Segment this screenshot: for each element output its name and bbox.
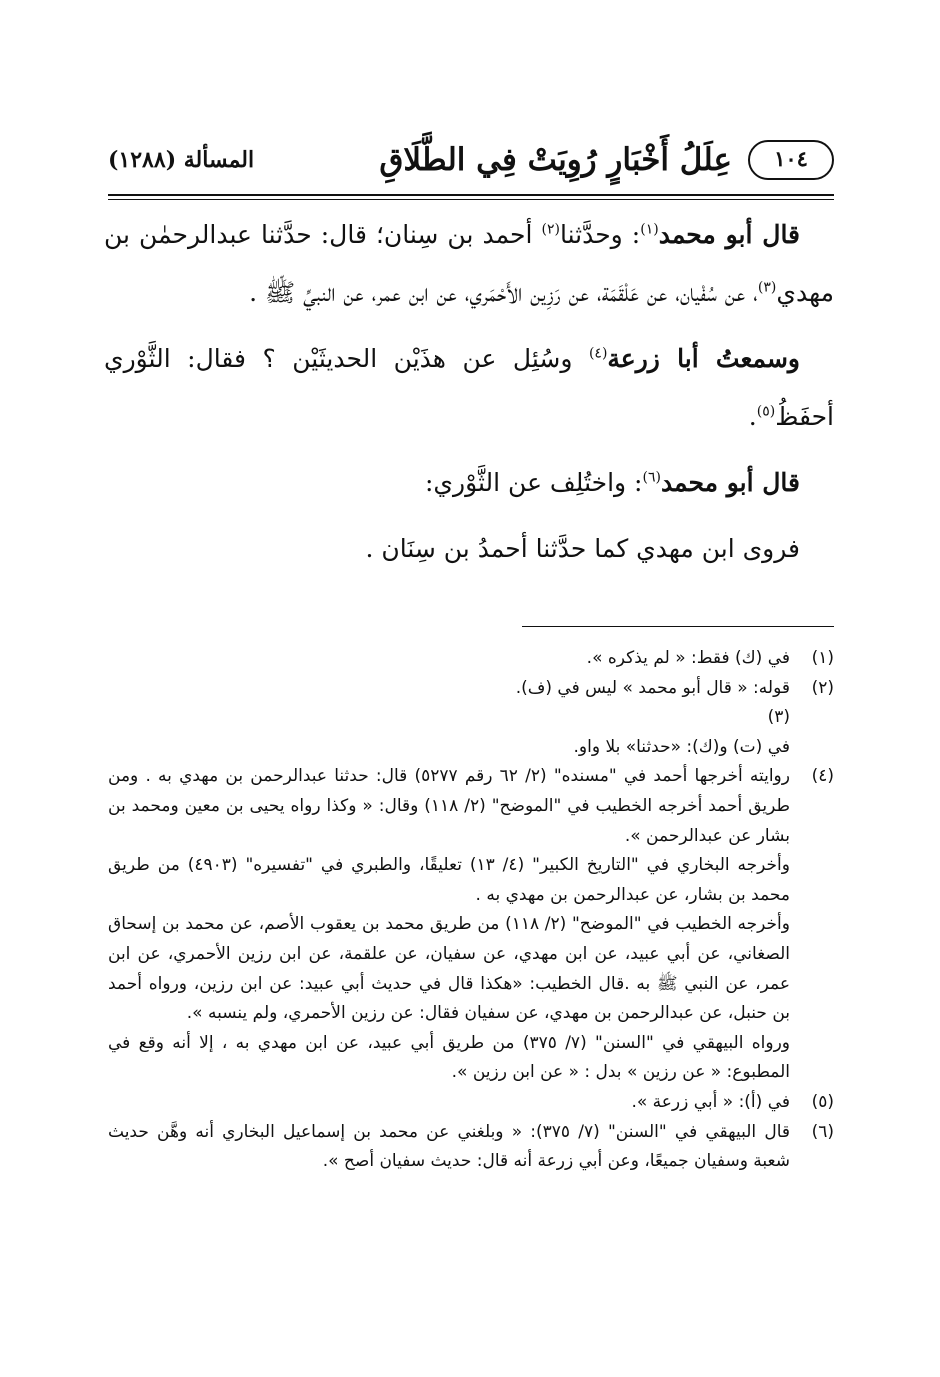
footnote-separator [522,626,834,627]
footnote-ref[interactable]: (٣) [757,279,777,296]
footnote-text: في (أ): « أبي زرعة ». [631,1091,790,1112]
footnote-text: في (ك) فقط: « لم يذكره ». [586,648,790,668]
footnote-ref[interactable]: (٥) [756,403,776,420]
text-run: وسُئِل عن هذَيْن الحديثَيْن ؟ فقال: الثَّوْري أحفَظُ [104,344,834,431]
footnote-ref[interactable]: (١) [640,221,659,238]
footnote-text [108,762,790,1088]
main-text [104,206,834,586]
footnote-number: (٤) [811,766,834,787]
text-run: ، عن سُفْيان، عن عَلْقَمَة، عن رَزِين الأَحْمَري، عن ابن عمر، عن النبيِّ ﷺ . [249,278,758,307]
text-run: : واختُلِف عن الثَّوْري: [425,468,643,497]
footnote-text: قال البيهقي في "السنن" (٧/ ٣٧٥): « وبلغني عن محمد بن إسماعيل البخاري أنه وهَّن حديث شعبة وسفيان جميعًا، وعن أبي زرعة أنه قال: حديث سفيان أصح ». [108,1121,791,1172]
book-title: عِلَلُ أَخْبَارٍ رُوِيَتْ فِي الطَّلَاقِ [379,142,732,178]
footnote-2-text: قوله: « قال أبو محمد » ليس في (ف). [515,677,790,698]
issue-label: المسألة (١٢٨٨) [108,147,255,173]
footnote-number: (٦) [811,1121,834,1142]
footnote-paragraph: وأخرجه الخطيب في "الموضح" (٢/ ١١٨) من طريق محمد بن يعقوب الأصم، عن محمد بن إسحاق الصغاني، عن أبي عبيد، عن ابن مهدي، عن سفيان، عن علقمة، عن ابن رزين الأحمري، عن ابن عمر، عن النبي ﷺ به .قال الخطيب: «هكذا قال في حديث أبي عبيد: عن ابن رزين، ورواه أحمد بن حنبل، عن عبدالرحمن بن مهدي، عن سفيان فقال: عن رزين الأحمري، ولم ينسبه ». [108,914,790,1024]
footnote-6 [108,1118,834,1177]
text-run: . [748,402,757,431]
speaker: قال أبو محمد [658,220,801,249]
footnote-paragraph: ورواه البيهقي في "السنن" (٧/ ٣٧٥) من طريق أبي عبيد، عن ابن مهدي به ، إلا أنه وقع في المطبوع: « عن رزين » بدل : « عن ابن رزين ». [108,1032,790,1083]
footnote-paragraph: وأخرجه البخاري في "التاريخ الكبير" (٤/ ١٣) تعليقًا، والطبري في "تفسيره" (٤٩٠٣) من طريق محمد بن بشار، عن عبدالرحمن بن مهدي به . [108,855,790,905]
footnotes [108,644,834,1177]
paragraph-3 [104,454,834,512]
footnote-text [108,674,790,763]
header-rule-thin [108,199,834,200]
footnote-1 [108,644,834,674]
paragraph-2 [104,330,834,446]
footnote-2-3 [108,674,834,763]
footnote-ref[interactable]: (٤) [588,345,608,362]
text-run: : وحدَّثنا [559,220,641,249]
footnote-ref[interactable]: (٢) [541,221,560,238]
paragraph-1 [104,206,834,322]
footnote-number: (١) [811,648,834,668]
speaker: وسمعتُ أبا زرعة [607,344,801,373]
page-header [108,136,834,186]
page-number: ١٠٤ [748,140,834,180]
text-run: أحمد بن سِنان؛ قال: حدَّثنا عبدالرحمٰن بن مهدي [104,220,834,307]
footnote-paragraph: روايته أخرجها أحمد في "مسنده" (٢/ ٦٢ رقم ٥٢٧٧) قال: حدثنا عبدالرحمن بن مهدي به . ومن طريق أحمد أخرجه الخطيب في "الموضح" (٢/ ١١٨) وقال: « وكذا رواه يحيى بن معين ومحمد بن بشار عن عبدالرحمن ». [108,766,791,846]
footnote-4 [108,762,834,1088]
footnote-number: (٣) [767,707,790,728]
footnote-ref[interactable]: (٦) [642,469,661,486]
speaker: قال أبو محمد [660,468,800,497]
footnote-number: (٢) [811,677,834,698]
footnote-number: (٥) [811,1091,834,1112]
footnote-5 [108,1088,834,1118]
footnote-3-text: في (ت) و(ك): «حدثنا» بلا واو. [573,736,790,757]
header-rule [108,194,834,196]
paragraph-4: فروى ابن مهدي كما حدَّثنا أحمدُ بن سِنَان . [365,534,800,563]
